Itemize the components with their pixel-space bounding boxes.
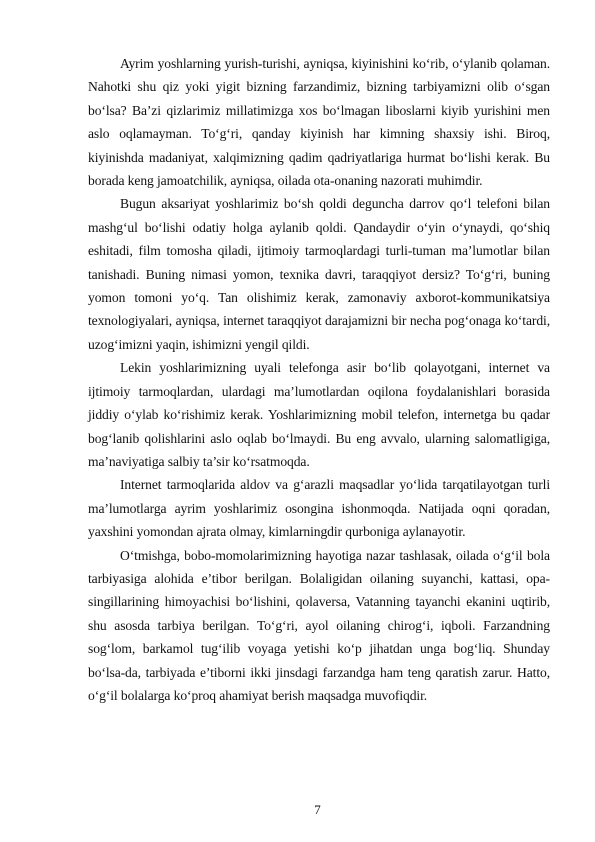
- paragraph-mobile-phones: Bugun aksariyat yoshlarimiz bo‘sh qoldi deguncha darrov qo‘l telefoni bilan mashg‘ul bo‘lishi odatiy holga aylanib qoldi. Qandaydir o‘yin o‘ynaydi, qo‘shiq eshitadi, film tomosha qiladi, ijtimoiy tarmoqlardagi turli-tuman ma’lumotlar bilan tanishadi. Buning nimasi yomon, texnika davri, taraqqiyot dersiz? To‘g‘ri, buning yomon tomoni yo‘q. Tan olishimiz kerak, zamonaviy axborot-kommunikatsiya texnologiyalari, ayniqsa, internet taraqqiyot darajamizni bir necha pog‘onaga ko‘tardi, uzog‘imizni yaqin, ishimizni yengil qildi.: [88, 196, 550, 352]
- paragraph-clothing: Ayrim yoshlarning yurish-turishi, ayniqsa, kiyinishini ko‘rib, o‘ylanib qolaman. Nahotki shu qiz yoki yigit bizning farzandimiz, bizning tarbiyamizni olib o‘sgan bo‘lsa? Ba’zi qizlarimiz millatimizga xos bo‘lmagan liboslarni kiyib yurishini men aslo oqlamayman. To‘g‘ri, qanday kiyinish har kimning shaxsiy ishi. Biroq, kiyinishda madaniyat, xalqimizning qadim qadriyatlariga hurmat bo‘lishi kerak. Bu borada keng jamoatchilik, ayniqsa, oilada ota-onaning nazorati muhimdir.: [88, 56, 550, 189]
- paragraph-upbringing: O‘tmishga, bobo-momolarimizning hayotiga nazar tashlasak, oilada o‘g‘il bola tarbiyasiga alohida e’tibor berilgan. Bolaligidan oilaning suyanchi, kattasi, opa-singillarining himoyachisi bo‘lishini, qolaversa, Vatanning tayanchi ekanini uqtirib, shu asosda tarbiya berilgan. To‘g‘ri, ayol oilaning chirog‘i, iqboli. Farzandning sog‘lom, barkamol tug‘ilib voyaga yetishi ko‘p jihatdan unga bog‘liq. Shunday bo‘lsa-da, tarbiyada e’tiborni ikki jinsdagi farzandga ham teng qaratish zarur. Hatto, o‘g‘il bolalarga ko‘proq ahamiyat berish maqsadga muvofiqdir.: [88, 547, 550, 703]
- page-number: 7: [314, 802, 321, 817]
- paragraph-internet-dependency: Lekin yoshlarimizning uyali telefonga asir bo‘lib qolayotgani, internet va ijtimoiy tarmoqlardan, ulardagi ma’lumotlardan oqilona foydalanishlari borasida jiddiy o‘ylab ko‘rishimiz kerak. Yoshlarimizning mobil telefon, internetga bu qadar bog‘lanib qolishlarini aslo oqlab bo‘lmaydi. Bu eng avvalo, ularning salomatligiga, ma’naviyatiga salbiy ta’sir ko‘rsatmoqda.: [88, 360, 550, 469]
- document-body: [88, 52, 550, 707]
- paragraph-misinformation: Internet tarmoqlarida aldov va g‘arazli maqsadlar yo‘lida tarqatilayotgan turli ma’lumotlarga ayrim yoshlarimiz osongina ishonmoqda. Natijada oqni qoradan, yaxshini yomondan ajrata olmay, kimlarningdir qurboniga aylanayotir.: [88, 477, 550, 540]
